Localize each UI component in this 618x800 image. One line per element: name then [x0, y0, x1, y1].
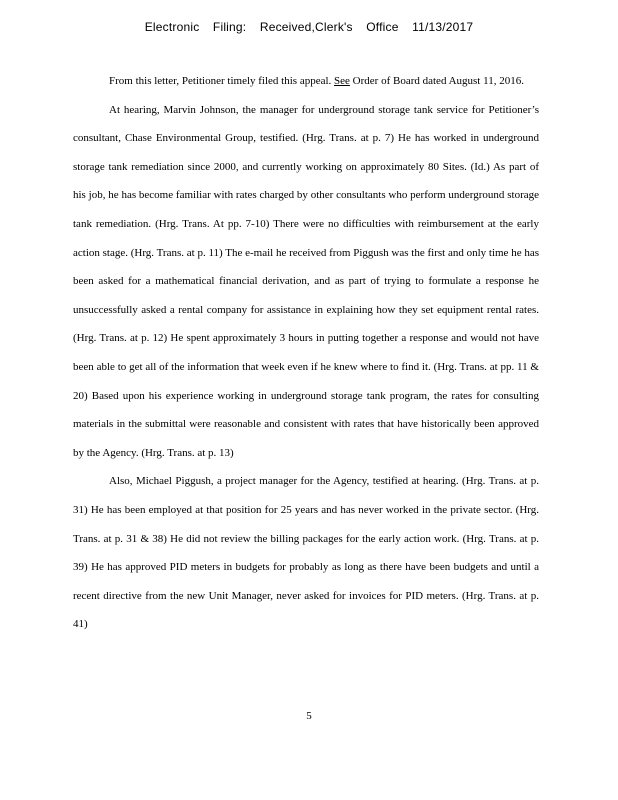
page-number: 5 — [306, 710, 312, 722]
paragraph-appeal-text-start: From this letter, Petitioner timely filed this appeal. — [109, 75, 335, 87]
see-reference: See — [334, 75, 350, 87]
filing-stamp-header: Electronic Filing: Received,Clerk's Office 11/13/2017 — [144, 20, 474, 34]
paragraph-johnson-testimony: At hearing, Marvin Johnson, the manager for underground storage tank service for Petitioner’s consultant, Chase Environmental Group, testified. (Hrg. Trans. at p. 7) He has worked in underground storage tank remediation since 2000, and currently working on approximately 80 Sites. (Id.) As part of his job, he has become familiar with rates charged by other consultants who perform underground storage tank remediation. (Hrg. Trans. At pp. 7-10) There were no difficulties with reimbursement at the early action stage. (Hrg. Trans. at p. 11) The e-mail he received from Piggush was the first and only time he has been asked for a mathematical financial derivation, and as part of trying to formulate a response he unsuccessfully asked a rental company for assistance in explaining how they set equipment rental rates. (Hrg. Trans. at p. 12) He spent approximately 3 hours in putting together a response and would not have been able to get all of the information that week even if he knew where to find it. (Hrg. Trans. at pp. 11 & 20) Based upon his experience working in underground storage tank program, the rates for consulting materials in the submittal were reasonable and consistent with rates that have historically been approved by the Agency. (Hrg. Trans. at p. 13) — [73, 103, 539, 459]
document-body — [73, 67, 539, 639]
paragraph-appeal-text-end: Order of Board dated August 11, 2016. — [349, 75, 524, 87]
paragraph-appeal — [73, 67, 539, 96]
paragraph-piggush-testimony: Also, Michael Piggush, a project manager for the Agency, testified at hearing. (Hrg. Trans. at p. 31) He has been employed at that position for 25 years and has never worked in the private sector. (Hrg. Trans. at p. 31 & 38) He did not review the billing packages for the early action work. (Hrg. Trans. at p. 39) He has approved PID meters in budgets for probably as long as there have been budgets and until a recent directive from the new Unit Manager, never asked for invoices for PID meters. (Hrg. Trans. at p. 41) — [73, 475, 539, 631]
